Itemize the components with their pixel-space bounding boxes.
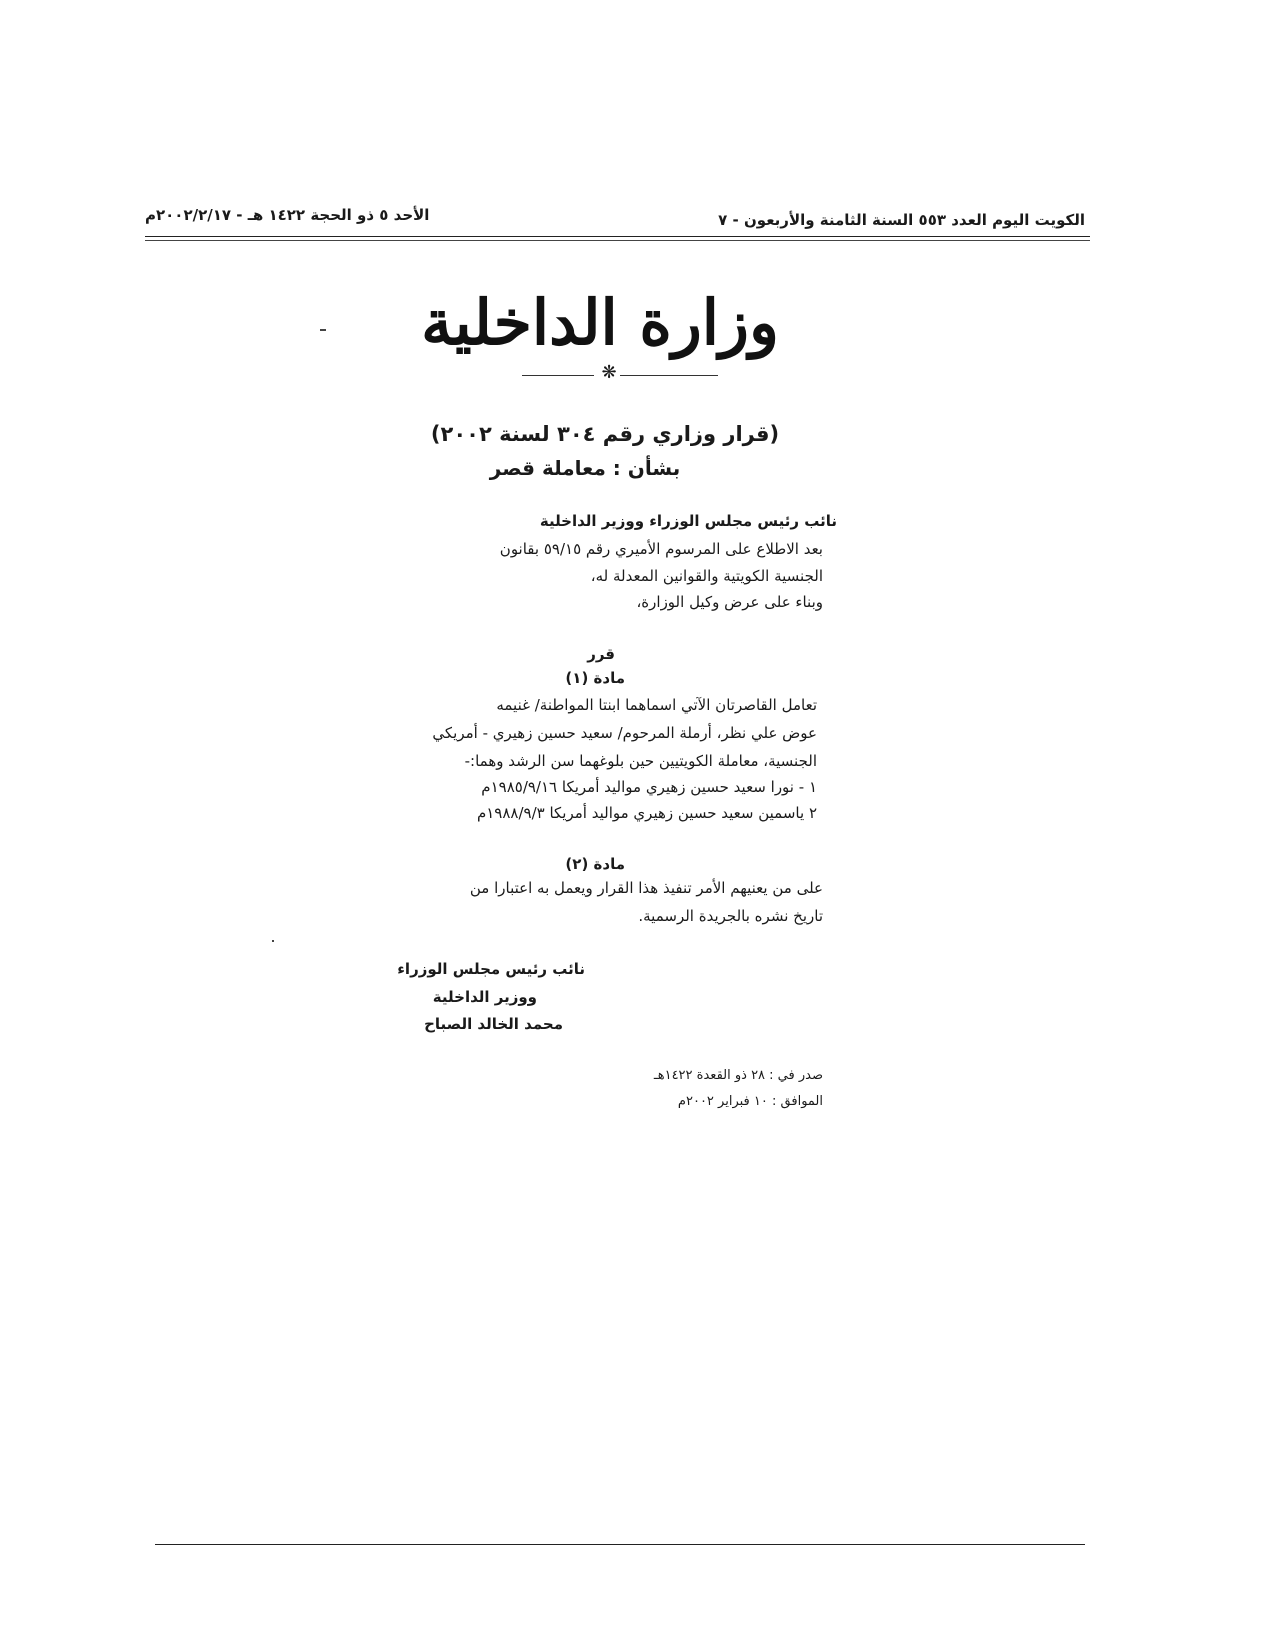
signatory-name: محمد الخالد الصباح: [424, 1015, 563, 1033]
issued-hijri-date: صدر في : ٢٨ ذو القعدة ١٤٢٢هـ: [653, 1068, 823, 1083]
ornament-rule-right: [620, 375, 718, 376]
header-issue-info: الكويت اليوم العدد ٥٥٣ السنة الثامنة والأربعون - ٧: [718, 211, 1085, 229]
preamble-line: وبناء على عرض وكيل الوزارة،: [636, 593, 823, 611]
issued-gregorian-date: الموافق : ١٠ فبراير ٢٠٠٢م: [677, 1094, 823, 1109]
header-date: الأحد ٥ ذو الحجة ١٤٢٢ هـ - ٢٠٠٢/٢/١٧م: [145, 206, 430, 224]
header-rule-secondary: [145, 240, 1090, 241]
decided-heading: قرر: [587, 645, 615, 663]
article-2-heading: مادة (٢): [565, 855, 625, 873]
signatory-title: نائب رئيس مجلس الوزراء: [397, 960, 585, 978]
preamble-line: الجنسية الكويتية والقوانين المعدلة له،: [590, 567, 823, 585]
article-1-heading: مادة (١): [565, 669, 625, 687]
article-2-line: تاريخ نشره بالجريدة الرسمية.: [638, 907, 823, 925]
preamble-line: بعد الاطلاع على المرسوم الأميري رقم ٥٩/١٥ بقانون: [499, 540, 823, 558]
article-1-list-item: ١ - نورا سعيد حسين زهيري مواليد أمريكا ١٩٨٥/٩/١٦م: [481, 778, 817, 796]
article-1-line: عوض علي نظر، أرملة المرحوم/ سعيد حسين زهيري - أمريكي: [432, 724, 817, 742]
decision-title: (قرار وزاري رقم ٣٠٤ لسنة ٢٠٠٢): [430, 422, 780, 446]
scan-speck: [320, 329, 326, 331]
decision-subject: بشأن : معاملة قصر: [489, 456, 681, 480]
article-2-line: على من يعنيهم الأمر تنفيذ هذا القرار ويعمل به اعتبارا من: [469, 879, 823, 897]
header-rule: [145, 236, 1090, 237]
article-1-line: تعامل القاصرتان الآتي اسماهما ابنتا المواطنة/ غنيمه: [496, 696, 817, 714]
article-1-list-item: ٢ ياسمين سعيد حسين زهيري مواليد أمريكا ١٩٨٨/٩/٣م: [476, 804, 817, 822]
footer-rule: [155, 1544, 1085, 1545]
issuing-authority: نائب رئيس مجلس الوزراء ووزير الداخلية: [539, 512, 837, 530]
ministry-title: وزارة الداخلية: [421, 286, 779, 359]
article-1-line: الجنسية، معاملة الكويتيين حين بلوغهما سن الرشد وهما:-: [464, 752, 817, 770]
scan-speck: [272, 940, 274, 942]
signatory-title-2: ووزير الداخلية: [432, 988, 537, 1006]
ornament-rule-left: [522, 375, 594, 376]
ornament-icon: ❋: [601, 362, 617, 383]
